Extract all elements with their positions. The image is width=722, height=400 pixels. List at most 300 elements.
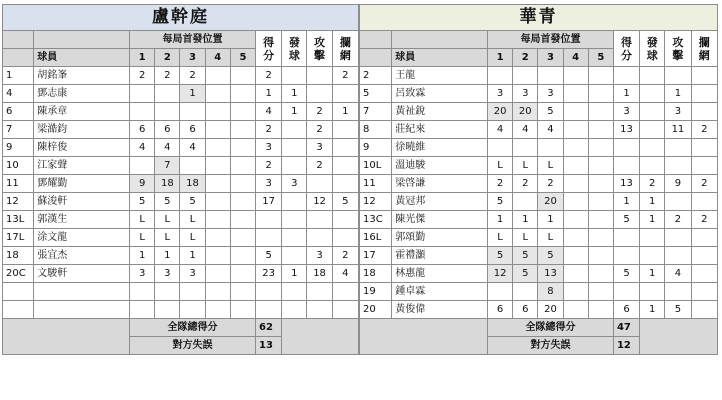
player-name: 蘇浚軒 xyxy=(34,193,130,211)
serve-value xyxy=(282,157,307,175)
set-1-position xyxy=(130,157,155,175)
points-value: 3 xyxy=(613,103,639,121)
set-5-position xyxy=(588,193,613,211)
set-2-position xyxy=(513,193,538,211)
set-4-position xyxy=(563,103,588,121)
player-row xyxy=(3,175,359,193)
serve-value xyxy=(282,193,307,211)
jersey-number: 1 xyxy=(3,67,34,85)
jersey-number: 11 xyxy=(360,175,392,193)
set-4-position xyxy=(563,85,588,103)
opp-errors-value: 13 xyxy=(256,337,282,355)
points-value xyxy=(256,229,282,247)
set-header-1: 1 xyxy=(130,49,155,67)
header-blank xyxy=(3,31,34,49)
set-2-position xyxy=(155,301,180,319)
block-value xyxy=(691,67,717,85)
serve-value: 1 xyxy=(640,265,665,283)
attack-value xyxy=(307,175,332,193)
attack-value: 2 xyxy=(307,121,332,139)
set-1-position: 6 xyxy=(488,301,513,319)
jersey-number: 4 xyxy=(3,85,34,103)
set-4-position xyxy=(563,175,588,193)
points-label-bottom: 分 xyxy=(263,48,275,62)
attack-value: 12 xyxy=(307,193,332,211)
player-row xyxy=(3,247,359,265)
set-2-position xyxy=(155,283,180,301)
player-name xyxy=(34,301,130,319)
set-header-4: 4 xyxy=(205,49,230,67)
player-name: 莊紀來 xyxy=(392,121,488,139)
set-2-position: 6 xyxy=(155,121,180,139)
set-2-position: 3 xyxy=(155,265,180,283)
set-2-position xyxy=(513,139,538,157)
points-value: 5 xyxy=(613,265,639,283)
block-value xyxy=(332,175,358,193)
set-1-position xyxy=(130,283,155,301)
serve-value xyxy=(282,247,307,265)
set-header-4: 4 xyxy=(563,49,588,67)
serve-value: 1 xyxy=(282,85,307,103)
jersey-number: 2 xyxy=(360,67,392,85)
set-2-position: 5 xyxy=(155,193,180,211)
attack-value xyxy=(307,301,332,319)
set-1-position: L xyxy=(488,157,513,175)
player-row xyxy=(3,283,359,301)
set-1-position: 3 xyxy=(488,85,513,103)
block-label-bottom: 網 xyxy=(339,48,351,62)
attack-label-top: 攻 xyxy=(314,35,326,49)
serve-value: 1 xyxy=(640,193,665,211)
points-value: 1 xyxy=(613,193,639,211)
jersey-number: 13C xyxy=(360,211,392,229)
player-header: 球員 xyxy=(392,49,488,67)
set-2-position xyxy=(155,103,180,121)
jersey-number: 8 xyxy=(360,121,392,139)
block-value: 5 xyxy=(332,193,358,211)
player-row xyxy=(360,157,718,175)
set-3-position: 3 xyxy=(538,85,563,103)
player-name: 陳光傑 xyxy=(392,211,488,229)
player-row xyxy=(3,211,359,229)
block-value: 2 xyxy=(332,67,358,85)
points-label-bottom: 分 xyxy=(621,48,633,62)
attack-value xyxy=(665,283,691,301)
attack-value: 3 xyxy=(665,103,691,121)
set-4-position xyxy=(563,229,588,247)
serve-value xyxy=(640,85,665,103)
set-header-3: 3 xyxy=(180,49,205,67)
set-2-position: 7 xyxy=(155,157,180,175)
player-name: 王龍 xyxy=(392,67,488,85)
set-3-position: L xyxy=(538,157,563,175)
set-1-position: 5 xyxy=(488,193,513,211)
points-value xyxy=(613,67,639,85)
player-name: 陳梓俊 xyxy=(34,139,130,157)
set-1-position: L xyxy=(488,229,513,247)
team-name: 華青 xyxy=(360,5,718,31)
set-3-position: 20 xyxy=(538,301,563,319)
set-1-position: 6 xyxy=(130,121,155,139)
set-5-position xyxy=(230,67,255,85)
attack-value: 11 xyxy=(665,121,691,139)
player-name: 徐曉維 xyxy=(392,139,488,157)
serve-value xyxy=(282,229,307,247)
set-2-position xyxy=(155,85,180,103)
set-1-position: 1 xyxy=(488,211,513,229)
points-label-top: 得 xyxy=(263,35,275,49)
serve-value xyxy=(282,211,307,229)
block-value xyxy=(332,157,358,175)
team-total-row xyxy=(360,319,718,337)
set-5-position xyxy=(588,157,613,175)
serve-value: 1 xyxy=(640,301,665,319)
player-name: 鄧志康 xyxy=(34,85,130,103)
attack-value xyxy=(307,229,332,247)
set-2-position xyxy=(513,283,538,301)
player-row xyxy=(360,301,718,319)
block-header xyxy=(332,31,358,67)
points-value xyxy=(613,157,639,175)
set-5-position xyxy=(230,247,255,265)
set-3-position: 5 xyxy=(180,193,205,211)
team-name: 盧幹庭 xyxy=(3,5,359,31)
serve-value xyxy=(640,121,665,139)
points-value xyxy=(613,139,639,157)
serve-value: 1 xyxy=(282,265,307,283)
player-row xyxy=(3,157,359,175)
block-value xyxy=(691,283,717,301)
header-blank xyxy=(360,49,392,67)
set-2-position: L xyxy=(155,229,180,247)
set-1-position: 2 xyxy=(488,175,513,193)
set-2-position: 6 xyxy=(513,301,538,319)
player-row xyxy=(3,265,359,283)
set-1-position xyxy=(130,103,155,121)
jersey-number: 17L xyxy=(3,229,34,247)
player-name: 梁澔鈞 xyxy=(34,121,130,139)
serve-value: 1 xyxy=(282,103,307,121)
serve-value xyxy=(640,157,665,175)
block-value: 2 xyxy=(691,211,717,229)
set-5-position xyxy=(230,193,255,211)
block-value xyxy=(691,139,717,157)
set-3-position: L xyxy=(538,229,563,247)
serve-label-bottom: 球 xyxy=(646,48,658,62)
block-value: 2 xyxy=(332,247,358,265)
set-3-position: 18 xyxy=(180,175,205,193)
set-5-position xyxy=(588,301,613,319)
block-label-top: 攔 xyxy=(698,35,710,49)
player-name: 霍禮灝 xyxy=(392,247,488,265)
player-row xyxy=(360,211,718,229)
jersey-number: 13L xyxy=(3,211,34,229)
player-name: 郭頌勤 xyxy=(392,229,488,247)
set-3-position: L xyxy=(180,229,205,247)
player-row xyxy=(3,67,359,85)
player-name: 呂致霖 xyxy=(392,85,488,103)
set-3-position: 4 xyxy=(538,121,563,139)
footer-blank xyxy=(3,319,130,355)
set-4-position xyxy=(205,139,230,157)
jersey-number: 9 xyxy=(3,139,34,157)
set-4-position xyxy=(563,265,588,283)
jersey-number: 18 xyxy=(360,265,392,283)
set-1-position: 4 xyxy=(488,121,513,139)
set-4-position xyxy=(205,157,230,175)
player-name: 林惠龍 xyxy=(392,265,488,283)
block-value xyxy=(691,229,717,247)
player-row xyxy=(360,85,718,103)
set-5-position xyxy=(588,67,613,85)
block-value xyxy=(691,103,717,121)
set-2-position: L xyxy=(155,211,180,229)
attack-value: 1 xyxy=(665,85,691,103)
title-row xyxy=(360,5,718,31)
set-1-position: 1 xyxy=(130,247,155,265)
set-4-position xyxy=(563,67,588,85)
jersey-number: 6 xyxy=(3,103,34,121)
jersey-number: 20 xyxy=(360,301,392,319)
team-table-left xyxy=(2,4,359,355)
set-header-1: 1 xyxy=(488,49,513,67)
set-1-position: 2 xyxy=(130,67,155,85)
set-5-position xyxy=(588,283,613,301)
set-3-position: L xyxy=(180,211,205,229)
serve-value: 2 xyxy=(640,175,665,193)
attack-value: 2 xyxy=(665,211,691,229)
attack-value xyxy=(307,283,332,301)
block-value: 2 xyxy=(691,175,717,193)
serve-label-top: 發 xyxy=(288,35,300,49)
set-3-position xyxy=(180,103,205,121)
points-value: 5 xyxy=(613,211,639,229)
attack-header xyxy=(665,31,691,67)
header-blank xyxy=(392,31,488,49)
set-3-position: 13 xyxy=(538,265,563,283)
set-2-position: 1 xyxy=(155,247,180,265)
points-header xyxy=(613,31,639,67)
set-3-position: 20 xyxy=(538,193,563,211)
player-name: 文駿軒 xyxy=(34,265,130,283)
points-value: 13 xyxy=(613,121,639,139)
attack-value: 2 xyxy=(307,157,332,175)
player-row xyxy=(3,229,359,247)
set-3-position xyxy=(180,301,205,319)
set-3-position: 2 xyxy=(180,67,205,85)
title-row xyxy=(3,5,359,31)
set-2-position: 4 xyxy=(513,121,538,139)
team-table-right xyxy=(359,4,718,355)
set-1-position: 9 xyxy=(130,175,155,193)
player-row xyxy=(360,229,718,247)
block-header xyxy=(691,31,717,67)
player-name: 胡銘峯 xyxy=(34,67,130,85)
block-value xyxy=(332,229,358,247)
points-value xyxy=(613,283,639,301)
player-name: 江家聲 xyxy=(34,157,130,175)
jersey-number: 16L xyxy=(360,229,392,247)
set-header-5: 5 xyxy=(588,49,613,67)
attack-value xyxy=(665,139,691,157)
points-value: 1 xyxy=(256,85,282,103)
set-1-position: 5 xyxy=(130,193,155,211)
points-value: 4 xyxy=(256,103,282,121)
serve-value xyxy=(282,283,307,301)
set-5-position xyxy=(230,175,255,193)
serve-value xyxy=(640,67,665,85)
set-5-position xyxy=(588,247,613,265)
attack-label-top: 攻 xyxy=(672,35,684,49)
set-4-position xyxy=(205,211,230,229)
team-total-row xyxy=(3,319,359,337)
set-5-position xyxy=(588,139,613,157)
set-5-position xyxy=(230,211,255,229)
attack-header xyxy=(307,31,332,67)
points-value: 13 xyxy=(613,175,639,193)
set-header-2: 2 xyxy=(155,49,180,67)
block-value: 4 xyxy=(332,265,358,283)
serve-value xyxy=(640,229,665,247)
attack-value: 18 xyxy=(307,265,332,283)
set-2-position xyxy=(513,67,538,85)
set-5-position xyxy=(230,229,255,247)
set-5-position xyxy=(230,157,255,175)
block-value xyxy=(691,265,717,283)
player-row xyxy=(360,283,718,301)
attack-value: 5 xyxy=(665,301,691,319)
serve-value xyxy=(640,283,665,301)
player-row xyxy=(3,193,359,211)
player-row xyxy=(3,301,359,319)
set-5-position xyxy=(588,103,613,121)
set-1-position: 20 xyxy=(488,103,513,121)
block-value xyxy=(691,301,717,319)
set-4-position xyxy=(563,283,588,301)
set-2-position: 2 xyxy=(513,175,538,193)
set-5-position xyxy=(230,121,255,139)
team-total-label: 全隊總得分 xyxy=(488,319,614,337)
set-2-position: 4 xyxy=(155,139,180,157)
points-value: 23 xyxy=(256,265,282,283)
set-3-position: 1 xyxy=(180,85,205,103)
team-total-value: 62 xyxy=(256,319,282,337)
set-4-position xyxy=(205,301,230,319)
set-3-position: 1 xyxy=(180,247,205,265)
block-value xyxy=(332,211,358,229)
player-row xyxy=(360,67,718,85)
set-2-position: 2 xyxy=(155,67,180,85)
player-row xyxy=(360,265,718,283)
jersey-number: 10 xyxy=(3,157,34,175)
set-2-position: 18 xyxy=(155,175,180,193)
block-label-bottom: 網 xyxy=(698,48,710,62)
set-2-position: 1 xyxy=(513,211,538,229)
serve-label-bottom: 球 xyxy=(288,48,300,62)
jersey-number: 19 xyxy=(360,283,392,301)
set-5-position xyxy=(230,265,255,283)
attack-value: 4 xyxy=(665,265,691,283)
jersey-number: 5 xyxy=(360,85,392,103)
player-name: 黃冠邦 xyxy=(392,193,488,211)
points-value: 3 xyxy=(256,175,282,193)
attack-value xyxy=(307,211,332,229)
set-1-position: 4 xyxy=(130,139,155,157)
set-5-position xyxy=(588,229,613,247)
block-value xyxy=(332,85,358,103)
jersey-number: 17 xyxy=(360,247,392,265)
set-4-position xyxy=(563,247,588,265)
set-1-position: 12 xyxy=(488,265,513,283)
points-value: 2 xyxy=(256,157,282,175)
player-name: 梁啓謙 xyxy=(392,175,488,193)
serve-positions-header: 每局首發位置 xyxy=(130,31,256,49)
set-4-position xyxy=(205,121,230,139)
set-4-position xyxy=(563,139,588,157)
set-4-position xyxy=(205,283,230,301)
footer-blank xyxy=(360,319,488,355)
serve-label-top: 發 xyxy=(646,35,658,49)
set-3-position: 5 xyxy=(538,247,563,265)
points-value xyxy=(613,247,639,265)
opp-errors-label: 對方失誤 xyxy=(488,337,614,355)
serve-value xyxy=(282,67,307,85)
player-name: 鍾卓霖 xyxy=(392,283,488,301)
player-row xyxy=(3,139,359,157)
serve-positions-header: 每局首發位置 xyxy=(488,31,614,49)
set-5-position xyxy=(230,301,255,319)
points-value: 5 xyxy=(256,247,282,265)
set-3-position xyxy=(538,67,563,85)
jersey-number xyxy=(3,283,34,301)
set-header-3: 3 xyxy=(538,49,563,67)
set-3-position: 3 xyxy=(180,265,205,283)
header-blank xyxy=(3,49,34,67)
points-label-top: 得 xyxy=(621,35,633,49)
serve-value xyxy=(282,139,307,157)
block-value xyxy=(691,157,717,175)
set-3-position: 2 xyxy=(538,175,563,193)
set-3-position: 6 xyxy=(180,121,205,139)
player-row xyxy=(3,103,359,121)
player-row xyxy=(360,175,718,193)
player-row xyxy=(360,139,718,157)
points-value xyxy=(256,211,282,229)
points-header xyxy=(256,31,282,67)
set-3-position: 8 xyxy=(538,283,563,301)
set-1-position xyxy=(488,67,513,85)
set-4-position xyxy=(205,67,230,85)
set-5-position xyxy=(588,265,613,283)
points-value: 2 xyxy=(256,67,282,85)
jersey-number: 7 xyxy=(3,121,34,139)
set-4-position xyxy=(205,247,230,265)
set-3-position: 5 xyxy=(538,103,563,121)
set-4-position xyxy=(205,265,230,283)
player-row xyxy=(360,247,718,265)
player-name xyxy=(34,283,130,301)
set-1-position: L xyxy=(130,229,155,247)
attack-value xyxy=(665,247,691,265)
player-name: 涂文龍 xyxy=(34,229,130,247)
attack-value: 3 xyxy=(307,247,332,265)
points-value: 17 xyxy=(256,193,282,211)
points-value xyxy=(613,229,639,247)
jersey-number xyxy=(3,301,34,319)
set-1-position: 3 xyxy=(130,265,155,283)
attack-label-bottom: 擊 xyxy=(314,48,326,62)
serve-value: 3 xyxy=(282,175,307,193)
